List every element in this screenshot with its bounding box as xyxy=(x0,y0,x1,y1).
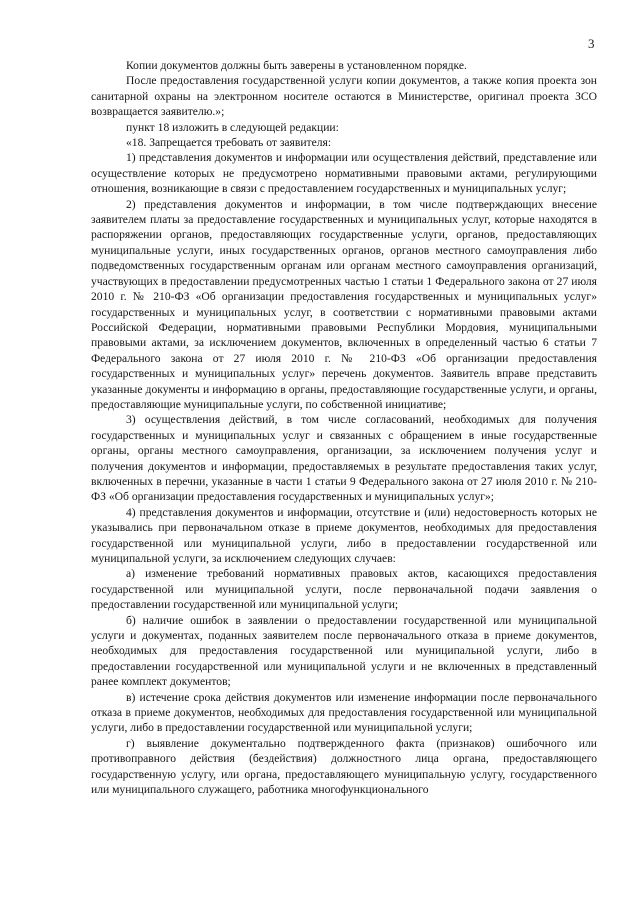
paragraph-subclause-b: б) наличие ошибок в заявлении о предоставлении государственной или муниципальной услуги и документах, поданных заявителем после первоначального отказа в приеме документов, необходимых для предоставления государственной или муниципальной услуги, либо в предоставлении государственной или муниципальной услуги и не включенных в представленный ранее комплект документов; xyxy=(91,613,597,689)
paragraph-clause-4: 4) представления документов и информации, отсутствие и (или) недостоверность которых не указывались при первоначальном отказе в приеме документов, необходимых для предоставления государственной или муниципальной услуги, либо в предоставлении государственной или муниципальной услуги, за исключением следующих случаев: xyxy=(91,505,597,565)
paragraph-subclause-a: а) изменение требований нормативных правовых актов, касающихся предоставления государственной или муниципальной услуги, после первоначальной подачи заявления о предоставлении государственной или муниципальной услуги; xyxy=(91,567,597,612)
paragraph-after-service: После предоставления государственной услуги копии документов, а также копия проекта зон санитарной охраны на электронном носителе остаются в Министерстве, оригинал проекта ЗСО возвращается заявителю.»; xyxy=(91,74,597,119)
paragraph-clause-3: 3) осуществления действий, в том числе согласований, необходимых для получения государственных и муниципальных услуг и связанных с обращением в иные государственные органы, органы местного самоуправления, организации, за исключением получения услуг и получения документов и информации, предоставляемых в результате предоставления таких услуг, включенных в перечни, указанные в части 1 статьи 9 Федерального закона от 27 июля 2010 г. № 210-ФЗ «Об организации предоставления государственных и муниципальных услуг»; xyxy=(91,413,597,504)
document-body xyxy=(91,58,597,798)
paragraph-item-18-heading: «18. Запрещается требовать от заявителя: xyxy=(126,136,332,150)
page-number: 3 xyxy=(588,36,595,51)
paragraph-subclause-g: г) выявление документально подтвержденного факта (признаков) ошибочного или противоправного действия (бездействия) должностного лица органа, предоставляющего государственную услугу, или органа, предоставляющего муниципальную услугу, государственного или муниципального служащего, работника многофункционального xyxy=(91,736,597,797)
paragraph-copies-certified: Копии документов должны быть заверены в установленном порядке. xyxy=(126,59,467,72)
paragraph-clause-2: 2) представления документов и информации, в том числе подтверждающих внесение заявителем платы за предоставление государственных и муниципальных услуг, которые находятся в распоряжении органов, предоставляющих государственные услуги, органов, предоставляющих муниципальные услуги, иных государственных органов, органов местного самоуправления либо подведомственных государственным органам или органам местного самоуправления организаций, участвующих в предоставлении предусмотренных частью 1 статьи 1 Федерального закона от 27 июля 2010 г. № 210-ФЗ «Об организации предоставления государственных и муниципальных услуг» государственных и муниципальных услуг, в соответствии с нормативными правовыми актами Российской Федерации, нормативными правовыми Республики Мордовия, муниципальными правовыми актами, за исключением документов, включенных в определенный частью 6 статьи 7 Федерального закона от 27 июля 2010 г. № 210-ФЗ «Об организации предоставления государственных и муниципальных услуг» перечень документов. Заявитель вправе представить указанные документы и информацию в органы, предоставляющие государственные услуги, и органы, предоставляющие муниципальные услуги, по собственной инициативе; xyxy=(91,197,597,411)
paragraph-item-18-intro: пункт 18 изложить в следующей редакции: xyxy=(126,120,339,134)
paragraph-clause-1: 1) представления документов и информации или осуществления действий, представление или осуществление которых не предусмотрено нормативными правовыми актами, регулирующими отношения, возникающие в связи с предоставлением государственных и муниципальных услуг; xyxy=(91,151,597,196)
paragraph-subclause-v: в) истечение срока действия документов или изменение информации после первоначального отказа в приеме документов, необходимых для предоставления государственной или муниципальной услуги, либо в предоставлении государственной или муниципальной услуги; xyxy=(91,690,597,735)
